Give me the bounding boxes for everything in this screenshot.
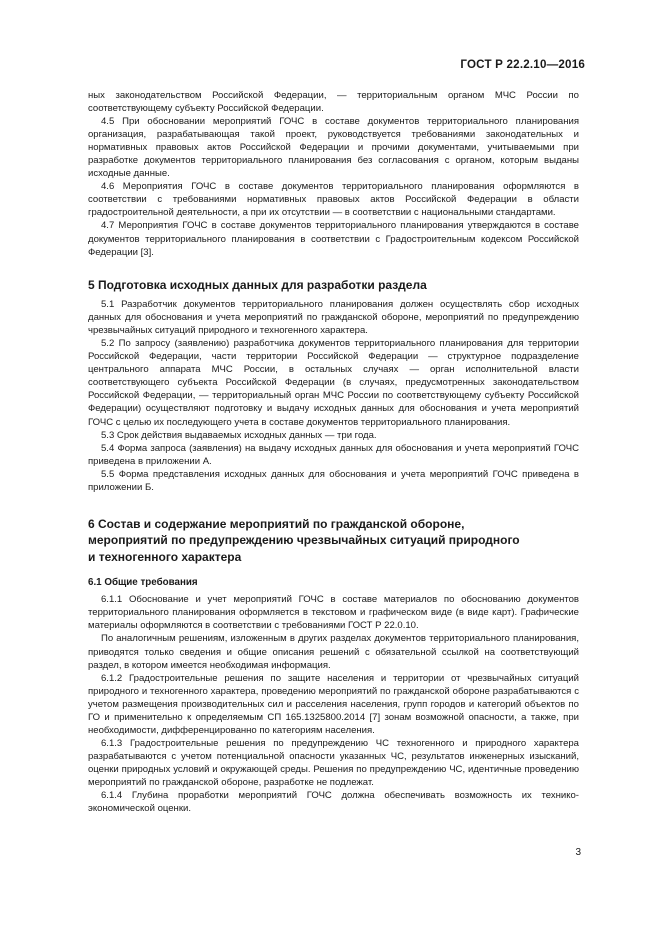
paragraph-5-3: 5.3 Срок действия выдаваемых исходных данных — три года.: [101, 429, 377, 441]
paragraph-5-4: 5.4 Форма запроса (заявления) на выдачу исходных данных для обоснования и учета мероприятий ГОЧС приведена в приложении А.: [88, 442, 579, 467]
section-6-heading-line: и техногенного характера: [88, 549, 242, 564]
paragraph-continuation: ных законодательством Российской Федерации, — территориальным органом МЧС России по соответствующему субъекту Российской Федерации.: [88, 90, 579, 115]
section-6-heading: [88, 516, 579, 566]
paragraph-6-1-2: 6.1.2 Градостроительные решения по защите населения и территории от чрезвычайных ситуаций природного и техногенного характера, проведению мероприятий по гражданской обороне разрабатываются с учетом размещения производительных сил и расселения населения, групп городов и категорий объектов по ГО и применительно к определяемым СП 165.1325800.2014 [7] зонам возможной опасности, а также, при необходимости, дифференцированно по категориям населения.: [88, 672, 579, 736]
subsection-6-1-heading: 6.1 Общие требования: [88, 577, 198, 589]
paragraph-6-1-4: 6.1.4 Глубина проработки мероприятий ГОЧС должна обеспечивать возможность их технико-экономической оценки.: [88, 790, 579, 815]
paragraph-5-1: 5.1 Разработчик документов территориального планирования должен осуществлять сбор исходных данных для обоснования и учета мероприятий по гражданской обороне, мероприятий по предупреждению чрезвычайных ситуаций природного и техногенного характера.: [88, 299, 579, 337]
document-body: [88, 89, 579, 815]
paragraph-4-6: 4.6 Мероприятия ГОЧС в составе документов территориального планирования оформляются в соответствии с требованиями нормативных правовых актов Российской Федерации в области градостроительной деятельности, а при их отсутствии — в соответствии с национальными стандартами.: [88, 181, 579, 219]
paragraph-5-5: 5.5 Форма представления исходных данных для обоснования и учета мероприятий ГОЧС приведена в приложении Б.: [88, 468, 579, 493]
paragraph-4-5: 4.5 При обосновании мероприятий ГОЧС в составе документов территориального планирования организация, разрабатывающая такой проект, руководствуется требованиями законодательных и нормативных правовых актов Российской Федерации и прочими документами, учитываемыми при разработке документов территориального планирования без согласования с органом, которым выданы исходные данные.: [88, 116, 579, 180]
paragraph-5-2: 5.2 По запросу (заявлению) разработчика документов территориального планирования для территории Российской Федерации, части территории Российской Федерации — структурное подразделение центрального аппарата МЧС России, в остальных случаях — орган исполнительной власти соответствующего субъекта Российской Федерации (в случаях, предусмотренных законодательством Российской Федерации, — территориальный орган МЧС России по соответствующему субъекту Российской Федерации) осуществляют подготовку и выдачу исходных данных для обоснования и учета мероприятий ГОЧС с целью их последующего учета в составе документов территориального планирования.: [88, 338, 579, 428]
section-6-heading-line: 6 Состав и содержание мероприятий по гражданской обороне,: [88, 516, 465, 531]
section-6-heading-line: мероприятий по предупреждению чрезвычайных ситуаций природного: [88, 533, 520, 548]
paragraph-6-1-1-note: По аналогичным решениям, изложенным в других разделах документов территориального планирования, приводятся только сведения и общие описания решений с обязательной ссылкой на соответствующий раздел, в котором имеется необходимая информация.: [88, 633, 579, 671]
paragraph-6-1-3: 6.1.3 Градостроительные решения по предупреждению ЧС техногенного и природного характера разрабатываются с учетом потенциальной опасности указанных ЧС, результатов инженерных изысканий, оценки природных условий и окружающей среды. Решения по предупреждению ЧС, идентичные проведению мероприятий по гражданской обороне, разработке не подлежат.: [88, 737, 579, 788]
section-5-heading: 5 Подготовка исходных данных для разработки раздела: [88, 277, 427, 292]
page-number: 3: [575, 847, 581, 858]
paragraph-6-1-1: 6.1.1 Обоснование и учет мероприятий ГОЧС в составе материалов по обоснованию документов территориального планирования оформляется в текстовом и графическом виде (в виде карт). Графические материалы оформляются в соответствии с требованиями ГОСТ Р 22.0.10.: [88, 594, 579, 632]
document-standard-header: ГОСТ Р 22.2.10—2016: [460, 58, 585, 71]
paragraph-4-7: 4.7 Мероприятия ГОЧС в составе документов территориального планирования утверждаются в составе документов территориального планирования в соответствии с Градостроительным кодексом Российской Федерации [3].: [88, 220, 579, 258]
